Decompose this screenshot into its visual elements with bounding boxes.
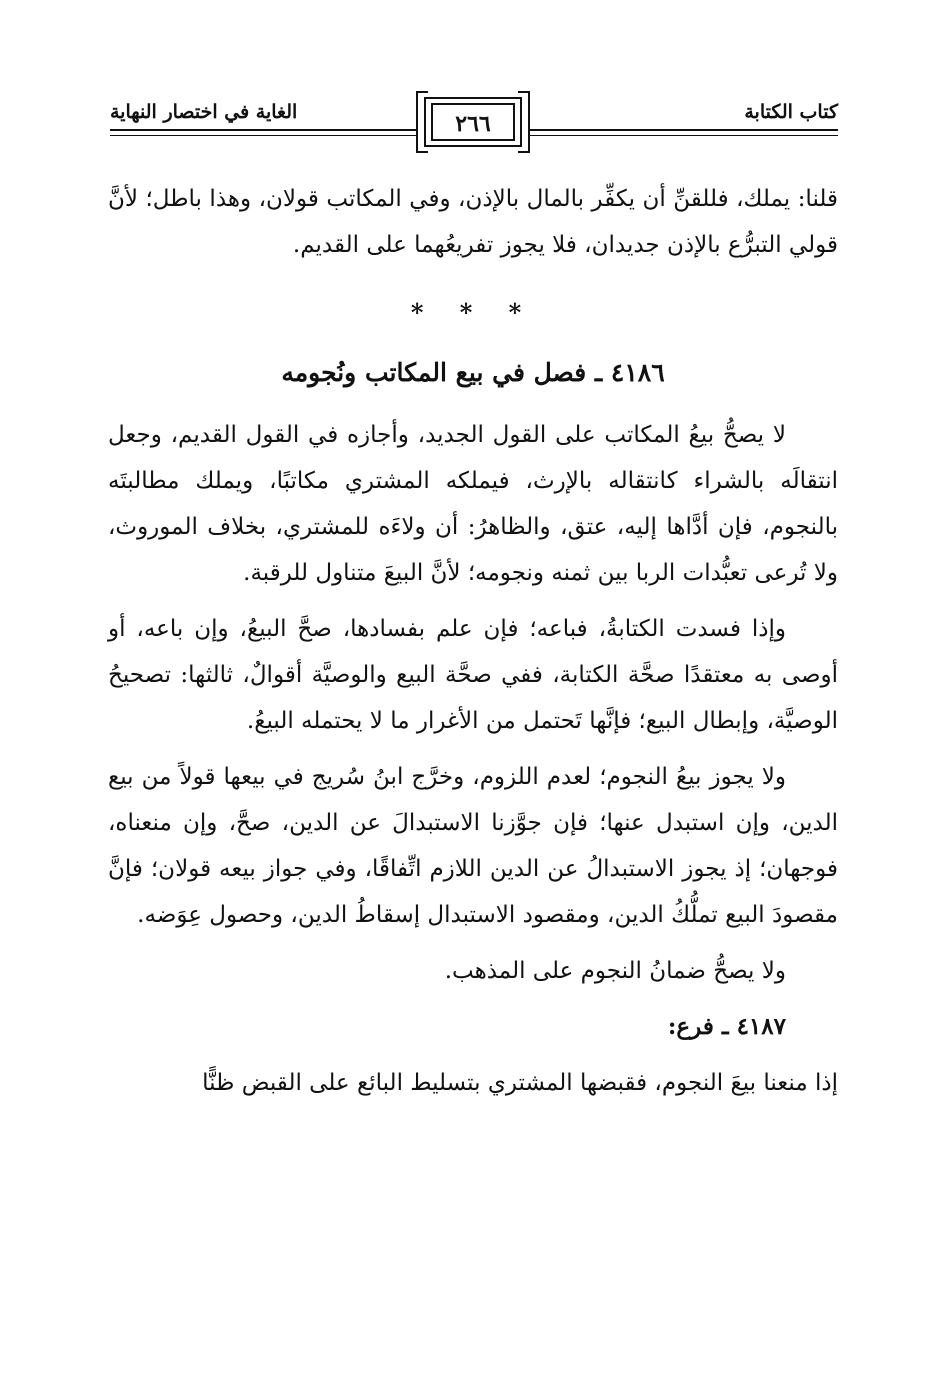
section-heading: ٤١٨٦ ـ فصل في بيع المكاتب ونُجومه	[281, 358, 665, 387]
paragraph-branch-text: إذا منعنا بيعَ النجوم، فقبضها المشتري بتسليط البائع على القبض ظنًّا	[202, 1070, 838, 1096]
page-number-frame	[424, 97, 522, 147]
branch-heading: ٤١٨٧ ـ فرع:	[667, 1013, 786, 1040]
paragraph-invalid-kitaba: وإذا فسدت الكتابةُ، فباعه؛ فإن علم بفسادها، صحَّ البيعُ، وإن باعه، أو أوصى به معتقدًا صحَّة الكتابة، ففي صحَّة البيع والوصيَّة أقوالٌ، ثالثها: تصحيحُ الوصيَّة، وإبطال البيع؛ فإنَّها تَحتمل من الأغرار ما لا يحتمله البيعُ.	[108, 616, 838, 734]
paragraph-guarantee: ولا يصحُّ ضمانُ النجوم على المذهب.	[444, 958, 786, 984]
section-separator: * * *	[410, 298, 536, 327]
running-head-book-title: الغاية في اختصار النهاية	[110, 101, 298, 123]
page-header	[110, 95, 838, 155]
paragraph-continuation: قلنا: يملك، فللقنِّ أن يكفِّر بالمال بالإذن، وفي المكاتب قولان، وهذا باطل؛ لأنَّ قولي التبرُّع بالإذن جديدان، فلا يجوز تفريعُهما على القديم.	[108, 186, 838, 258]
page-number: ٢٦٦	[455, 111, 491, 137]
paragraph-sale-of-mukatab: لا يصحُّ بيعُ المكاتب على القول الجديد، وأجازه في القول القديم، وجعل انتقالَه بالشراء كانتقاله بالإرث، فيملكه المشتري مكاتبًا، ويملك مطالبتَه بالنجوم، فإن أدَّاها إليه، عتق، والظاهرُ: أن ولاءَه للمشتري، بخلاف الموروث، ولا تُرعى تعبُّدات الربا بين ثمنه ونجومه؛ لأنَّ البيعَ متناول للرقبة.	[108, 422, 838, 586]
page-body	[108, 176, 838, 1106]
paragraph-sale-of-installments: ولا يجوز بيعُ النجوم؛ لعدم اللزوم، وخرَّج ابنُ سُريج في بيعها قولاً من بيع الدين، وإن استبدل عنها؛ فإن جوَّزنا الاستبدالَ عن الدين، صحَّ، وإن منعناه، فوجهان؛ إذ يجوز الاستبدالُ عن الدين اللازم اتِّفاقًا، وفي جواز بيعه قولان؛ فإنَّ مقصودَ البيع تملُّكُ الدين، ومقصود الاستبدال إسقاطُ الدين، وحصول عِوَضه.	[108, 764, 838, 928]
running-head-chapter: كتاب الكتابة	[744, 101, 838, 123]
